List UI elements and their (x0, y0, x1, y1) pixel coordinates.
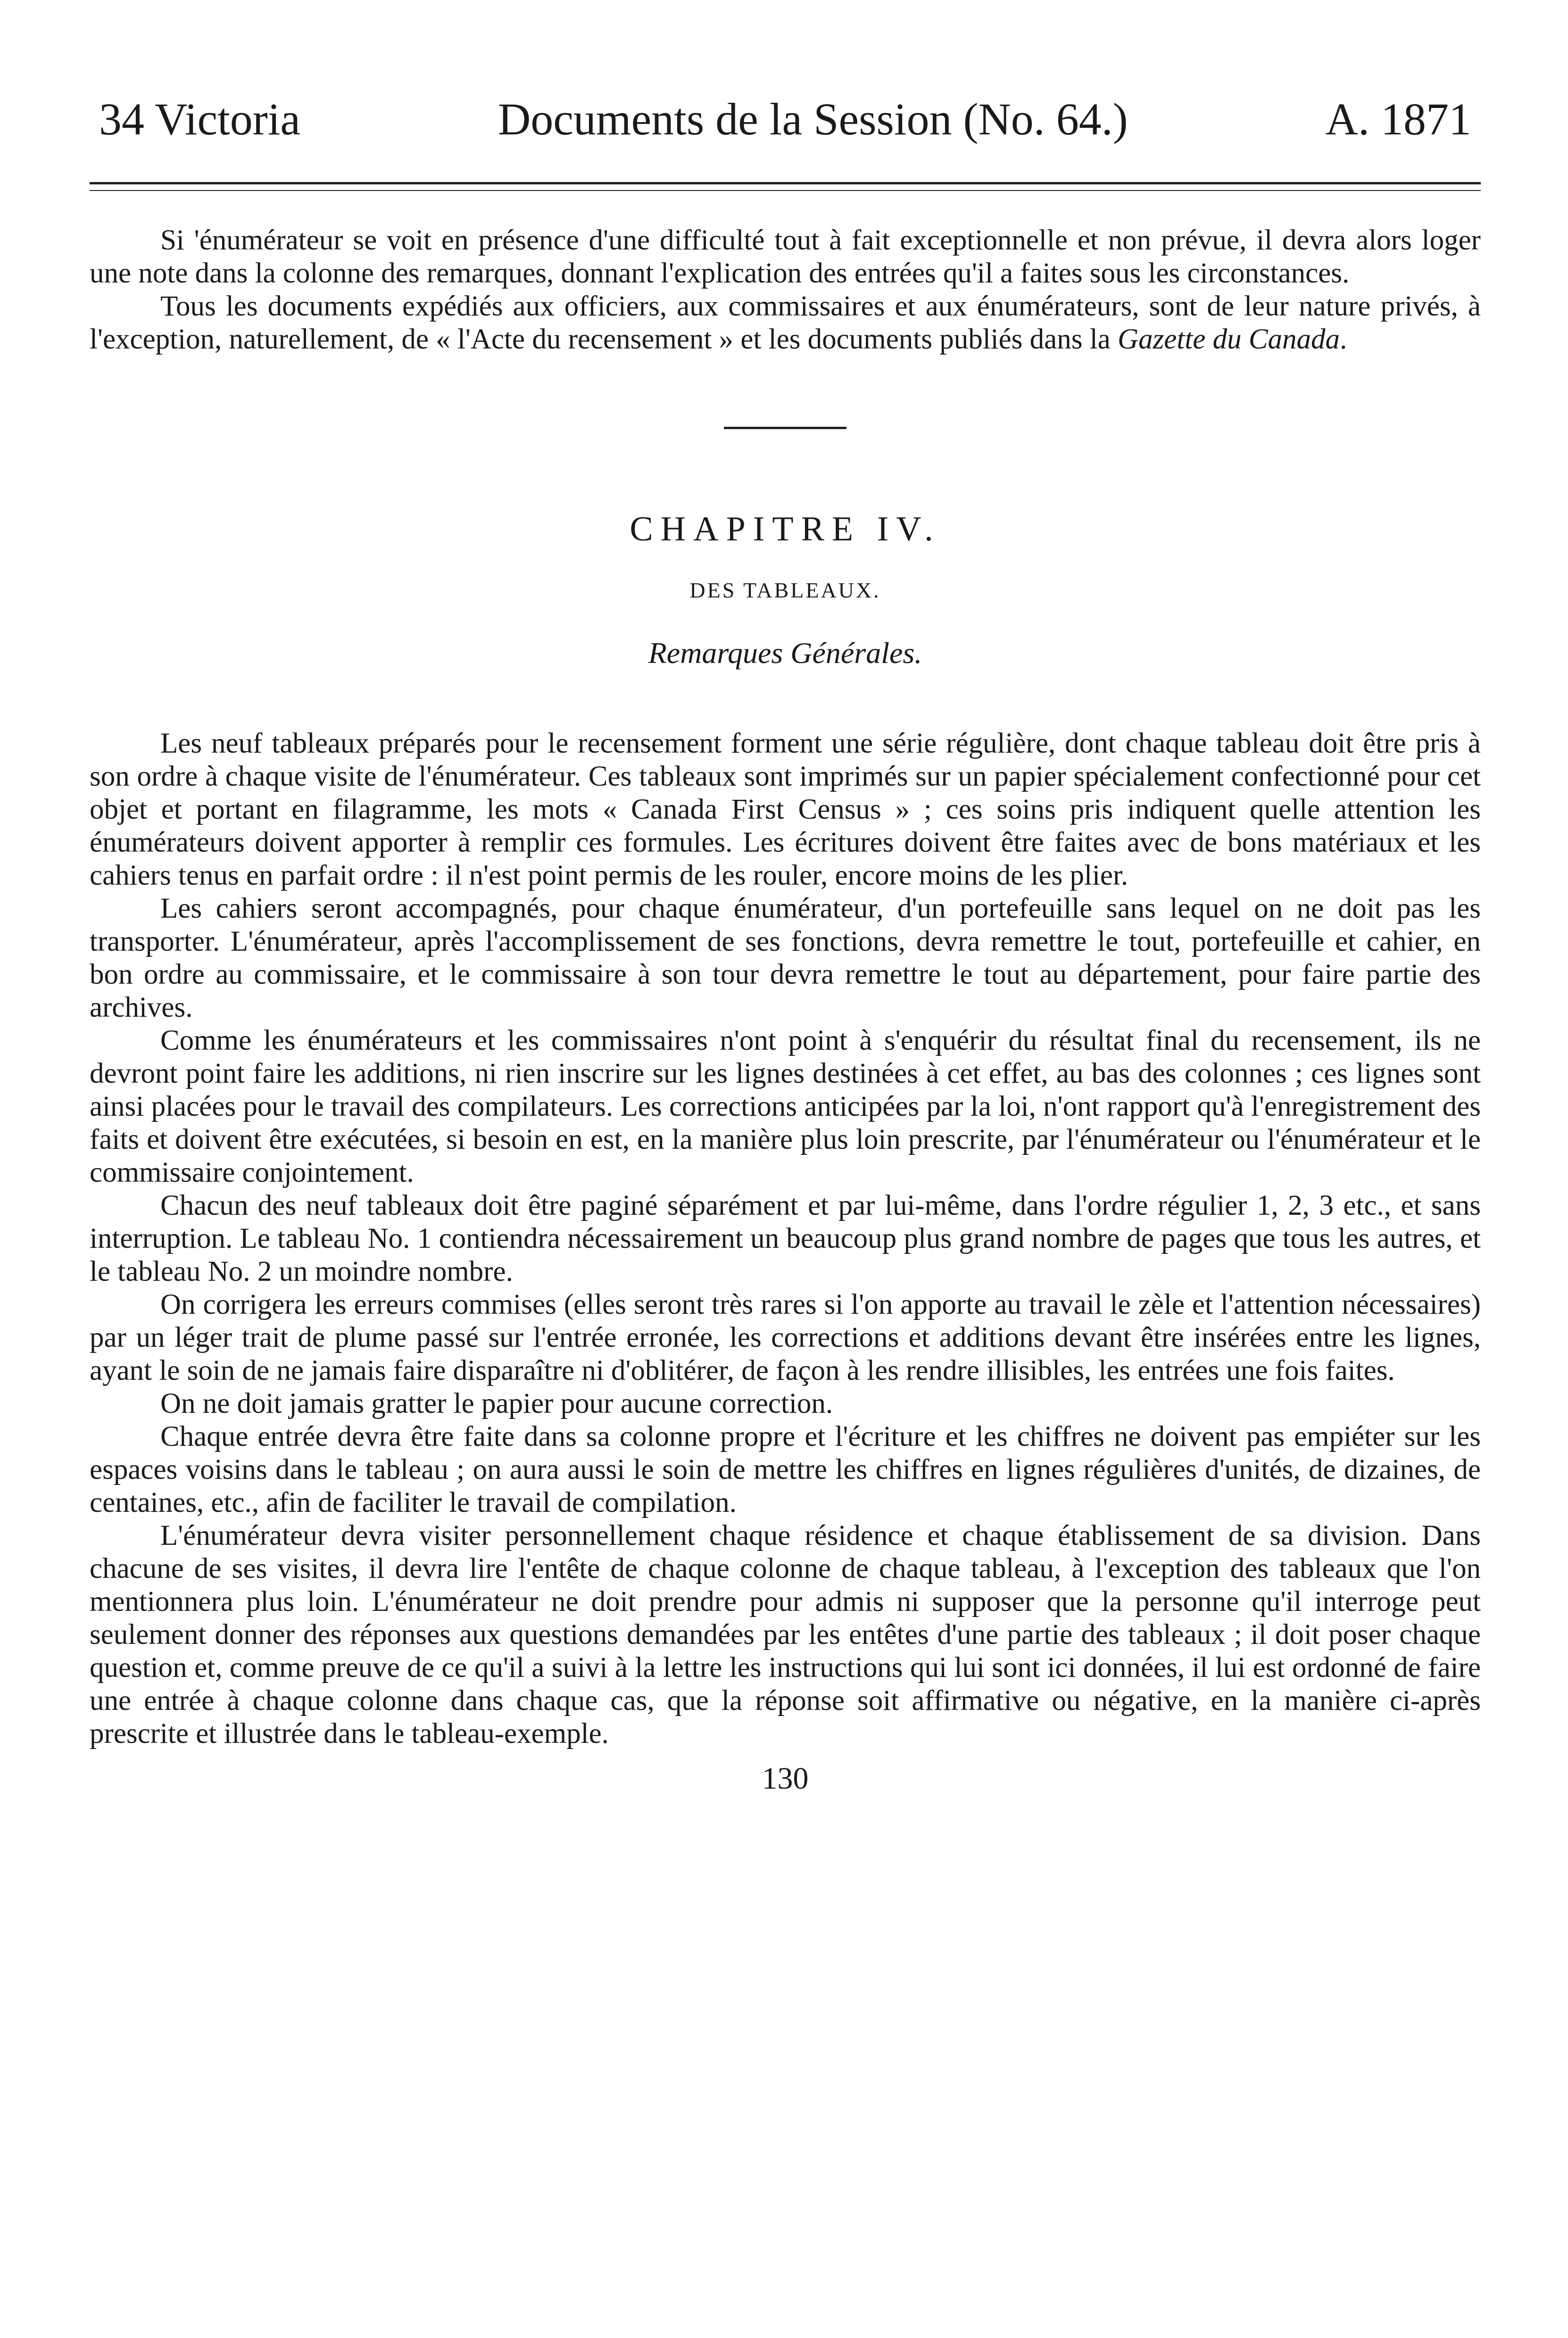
page-number: 130 (762, 1761, 809, 1796)
body-paragraph: Comme les énumérateurs et les commissaires n'ont point à s'enquérir du résultat final du recensement, ils ne devront point faire les additions, ni rien inscrire sur les lignes destinées à cet effet, au bas des colonnes ; ces lignes sont ainsi placées pour le travail des compilateurs. Les corrections anticipées par la loi, n'ont rapport qu'à l'enregistrement des faits et doivent être exécutées, si besoin en est, en la manière plus loin prescrite, par l'énumérateur ou l'énumérateur et le commissaire conjointement. (90, 1024, 1481, 1188)
body-text (90, 727, 1481, 1750)
intro-section (90, 224, 1481, 356)
header-double-rule (90, 182, 1481, 191)
header-year: A. 1871 (1325, 94, 1471, 144)
body-paragraph: Les cahiers seront accompagnés, pour chaque énumérateur, d'un portefeuille sans lequel on ne doit pas les transporter. L'énumérateur, après l'accomplissement de ses fonctions, devra remettre le tout, portefeuille et cahier, en bon ordre au commissaire, et le commissaire à son tour devra remettre le tout au département, pour faire partie des archives. (90, 892, 1481, 1023)
body-paragraph: Les neuf tableaux préparés pour le recensement forment une série régulière, dont chaque tableau doit être pris à son ordre à chaque visite de l'énumérateur. Ces tableaux sont imprimés sur un papier spécialement confectionné pour cet objet et portant en filagramme, les mots « Canada First Census » ; ces soins pris indiquent quelle attention les énumérateurs doivent apporter à remplir ces formules. Les écritures doivent être faites avec de bons matériaux et les cahiers tenus en parfait ordre : il n'est point permis de les rouler, encore moins de les plier. (90, 727, 1481, 891)
gazette-title: Gazette du Canada (1118, 323, 1340, 355)
chapter-title: CHAPITRE IV. (630, 509, 941, 548)
intro-paragraph-2-text: Tous les documents expédiés aux officiers, aux commissaires et aux énumérateurs, sont de leur nature privés, à l'exception, naturellement, de « l'Acte du recensement » et les documents publiés dans la (90, 290, 1481, 355)
header-volume: 34 Victoria (99, 94, 301, 144)
document-page (90, 94, 1481, 1797)
body-paragraph: L'énumérateur devra visiter personnellement chaque résidence et chaque établissement de sa division. Dans chacune de ses visites, il devra lire l'entête de chaque colonne de chaque tableau, à l'exception des tableaux que l'on mentionnera plus loin. L'énumérateur ne doit prendre pour admis ni supposer que la personne qu'il interroge peut seulement donner des réponses aux questions demandées par les entêtes d'une partie des tableaux ; il doit poser chaque question et, comme preuve de ce qu'il a suivi à la lettre les instructions qui lui sont ici données, il lui est ordonné de faire une entrée à chaque colonne dans chaque cas, que la réponse soit affirmative ou négative, en la manière ci-après prescrite et illustrée dans le tableau-exemple. (90, 1519, 1481, 1749)
body-paragraph: On corrigera les erreurs commises (elles seront très rares si l'on apporte au travail le zèle et l'attention nécessaires) par un léger trait de plume passé sur l'entrée erronée, les corrections et additions devant être insérées entre les lignes, ayant le soin de ne jamais faire disparaître ni d'oblitérer, de façon à les rendre illisibles, les entrées une fois faites. (90, 1288, 1481, 1386)
header-title: Documents de la Session (No. 64.) (498, 94, 1128, 144)
chapter-divider (724, 427, 846, 429)
running-header (90, 94, 1481, 144)
body-paragraph: Chacun des neuf tableaux doit être paginé séparément et par lui-même, dans l'ordre régulier 1, 2, 3 etc., et sans interruption. Le tableau No. 1 contiendra nécessairement un beaucoup plus grand nombre de pages que tous les autres, et le tableau No. 2 un moindre nombre. (90, 1189, 1481, 1287)
body-paragraph: On ne doit jamais gratter le papier pour aucune correction. (160, 1387, 833, 1419)
body-paragraph: Chaque entrée devra être faite dans sa colonne propre et l'écriture et les chiffres ne doivent pas empiéter sur les espaces voisins dans le tableau ; on aura aussi le soin de mettre les chiffres en lignes régulières d'unités, de dizaines, de centaines, etc., afin de faciliter le travail de compilation. (90, 1420, 1481, 1518)
intro-paragraph-1: Si 'énumérateur se voit en présence d'une difficulté tout à fait exceptionnelle et non prévue, il devra alors loger une note dans la colonne des remarques, donnant l'explication des entrées qu'il a faites sous les circonstances. (90, 224, 1481, 289)
section-title: DES TABLEAUX. (689, 578, 881, 602)
intro-paragraph-2 (90, 290, 1481, 356)
intro-paragraph-2-end: . (1340, 323, 1347, 355)
section-subtitle: Remarques Générales. (648, 636, 922, 670)
